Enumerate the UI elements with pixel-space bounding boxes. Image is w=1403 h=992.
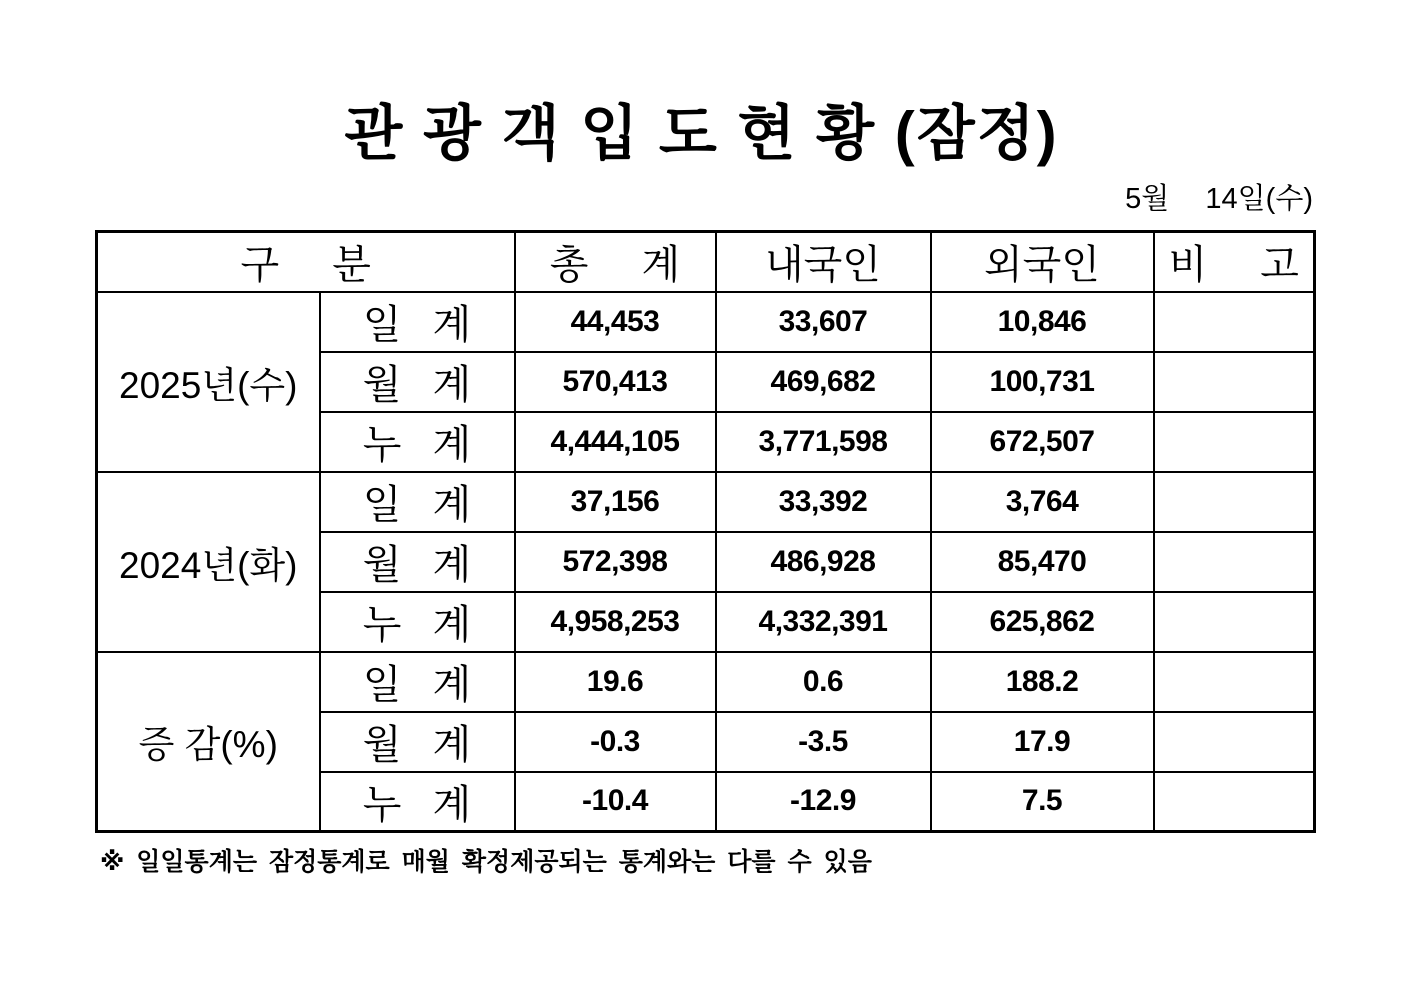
cell-total: 572,398 [515,532,716,592]
cell-foreign: 10,846 [931,292,1154,352]
cell-domestic: 4,332,391 [716,592,931,652]
row-label-daily: 일 계 [320,292,515,352]
cell-foreign: 625,862 [931,592,1154,652]
cell-foreign: 3,764 [931,472,1154,532]
cell-domestic: 3,771,598 [716,412,931,472]
cell-total: 4,444,105 [515,412,716,472]
group-label-2024: 2024년(화) [97,472,320,652]
row-label-daily: 일 계 [320,652,515,712]
row-label-monthly: 월 계 [320,352,515,412]
cell-total: -10.4 [515,772,716,832]
cell-total: 44,453 [515,292,716,352]
header-total: 총 계 [515,232,716,292]
cell-foreign: 188.2 [931,652,1154,712]
cell-remark [1154,412,1315,472]
row-label-monthly: 월 계 [320,712,515,772]
cell-domestic: 0.6 [716,652,931,712]
row-label-daily: 일 계 [320,472,515,532]
group-label-change: 증 감(%) [97,652,320,832]
cell-remark [1154,712,1315,772]
table-row [97,292,1315,352]
cell-remark [1154,472,1315,532]
cell-remark [1154,772,1315,832]
cell-foreign: 100,731 [931,352,1154,412]
cell-domestic: 33,392 [716,472,931,532]
table-header-row [97,232,1315,292]
cell-domestic: 33,607 [716,292,931,352]
cell-total: 4,958,253 [515,592,716,652]
cell-total: 570,413 [515,352,716,412]
header-category: 구 분 [97,232,515,292]
cell-remark [1154,292,1315,352]
document-title: 관 광 객 입 도 현 황 (잠정) [344,100,1059,167]
statistics-table [95,230,1316,833]
row-label-cumulative: 누 계 [320,772,515,832]
header-domestic: 내국인 [716,232,931,292]
cell-remark [1154,532,1315,592]
header-remark: 비 고 [1154,232,1315,292]
row-label-cumulative: 누 계 [320,412,515,472]
group-label-2025: 2025년(수) [97,292,320,472]
footnote: ※ 일일통계는 잠정통계로 매월 확정제공되는 통계와는 다를 수 있음 [100,848,872,876]
cell-total: -0.3 [515,712,716,772]
table-row [97,472,1315,532]
cell-remark [1154,352,1315,412]
cell-remark [1154,652,1315,712]
cell-total: 37,156 [515,472,716,532]
row-label-monthly: 월 계 [320,532,515,592]
cell-total: 19.6 [515,652,716,712]
cell-domestic: -3.5 [716,712,931,772]
table-row [97,652,1315,712]
row-label-cumulative: 누 계 [320,592,515,652]
cell-foreign: 85,470 [931,532,1154,592]
cell-foreign: 17.9 [931,712,1154,772]
cell-domestic: 469,682 [716,352,931,412]
cell-remark [1154,592,1315,652]
header-foreign: 외국인 [931,232,1154,292]
cell-domestic: 486,928 [716,532,931,592]
report-date: 5월 14일(수) [1125,183,1313,215]
cell-foreign: 672,507 [931,412,1154,472]
cell-foreign: 7.5 [931,772,1154,832]
cell-domestic: -12.9 [716,772,931,832]
